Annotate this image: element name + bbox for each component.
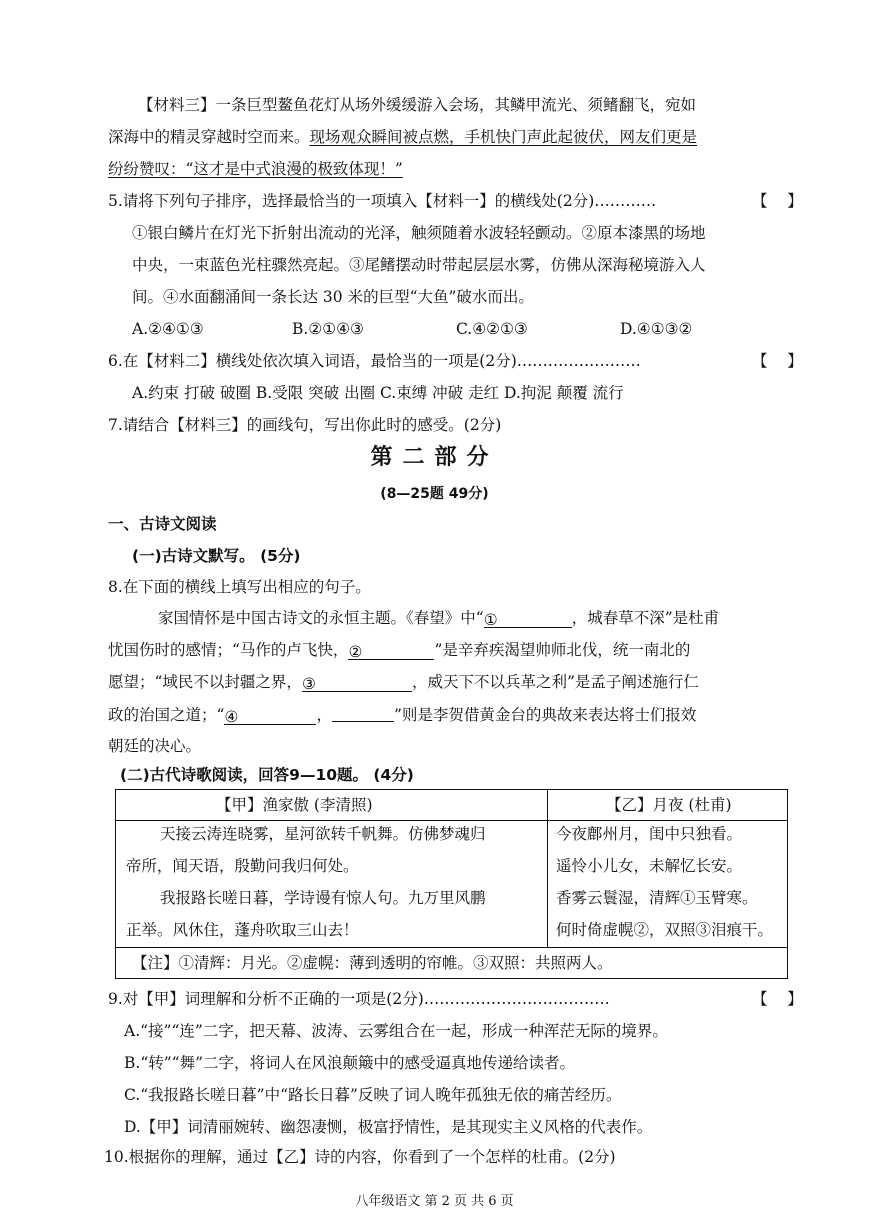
q5-option-b[interactable]: B.②①④③ [292,320,364,338]
q8-para-line4 [108,703,696,726]
material3-line2-plain: 深海中的精灵穿越时空而来。 [108,128,310,146]
q5-sentence-line3: 间。④水面翻涌间一条长达 30 米的巨型“大鱼”破水而出。 [132,288,534,306]
q8-para-line2 [108,639,690,661]
q6-options[interactable]: A.约束 打破 破圈 B.受限 突破 出圈 C.束缚 冲破 走红 D.拘泥 颠覆 流行 [132,384,624,402]
material3-line2 [108,126,697,148]
q8-text-4a: 政的治国之道；“ [108,706,225,724]
q9-answer-bracket[interactable]: 【 】 [752,990,803,1008]
q7-stem: 7.请结合【材料三】的画线句，写出你此时的感受。(2分) [108,416,502,434]
sub1-title: (一)古诗文默写。 (5分) [132,547,301,565]
poem-table-column-divider [547,790,548,947]
q5-stem: 5.请将下列句子排序，选择最恰当的一项填入【材料一】的横线处(2分)………… [108,192,657,210]
poem-jia-line4: 正举。风休住，蓬舟吹取三山去！ [126,921,359,939]
q8-blank-4-number: ④ [224,708,239,726]
q8-para-line5: 朝廷的决心。 [108,737,202,755]
q8-blank-2-number: ② [348,643,363,661]
q9-option-c[interactable]: C.“我报路长嗟日暮”中“路长日暮”反映了词人晚年孤独无依的痛苦经历。 [124,1086,622,1104]
part2-title: 第二部分 [370,445,499,470]
q8-text-2a: 忧国伤时的感情；“马作的卢飞快， [108,641,349,659]
q10-stem: 10.根据你的理解，通过【乙】诗的内容，你看到了一个怎样的杜甫。(2分) [104,1148,616,1166]
poem-jia-line3: 我报路长嗟日暮，学诗谩有惊人句。九万里风鹏 [160,889,486,907]
q8-blank-3-number: ③ [301,675,316,693]
q9-option-a[interactable]: A.“接”“连”二字，把天幕、波涛、云雾组合在一起，形成一种浑茫无际的境界。 [124,1022,668,1040]
material3-underlined-sentence-part1: 现场观众瞬间被点燃，手机快门声此起彼伏，网友们更是 [309,128,698,146]
q8-para-line3 [108,671,699,693]
sub2-title: (二)古代诗歌阅读，回答9—10题。 (4分) [120,766,414,784]
poem-jia-line2: 帝所，闻天语，殷勤问我归何处。 [126,857,359,875]
q8-stem: 8.在下面的横线上填写出相应的句子。 [108,578,371,596]
poem-yi-title: 【乙】月夜 (杜甫) [606,796,732,814]
q5-option-a[interactable]: A.②④①③ [132,320,204,338]
q5-sentence-line2: 中央，一束蓝色光柱骤然亮起。③尾鳍摆动时带起层层水雾，仿佛从深海秘境游入人 [132,256,706,274]
q8-text-1a: 家国情怀是中国古诗文的永恒主题。《春望》中“ [158,609,484,627]
material3-line1: 【材料三】一条巨型鳌鱼花灯从场外缓缓游入会场，其鳞甲流光、须鳍翻飞，宛如 [138,96,697,114]
q8-blank-1[interactable] [484,609,572,628]
q8-text-4b: ”则是李贺借黄金台的典故来表达将士们报效 [393,706,697,724]
page-footer: 八年级语文 第 2 页 共 6 页 [355,1194,514,1209]
q5-option-d[interactable]: D.④①③② [620,320,693,338]
poem-note: 【注】①清辉：月光。②虚幌：薄到透明的帘帷。③双照：共照两人。 [132,954,613,972]
q8-text-2b: ”是辛弃疾渴望帅师北伐，统一南北的 [434,641,691,659]
q9-stem: 9.对【甲】词理解和分析不正确的一项是(2分)……………………………… [108,990,610,1008]
poem-jia-line1: 天接云涛连晓雾，星河欲转千帆舞。仿佛梦魂归 [160,825,486,843]
q8-para-line1 [158,607,719,629]
q8-text-1b: ，城春草不深”是杜甫 [571,609,720,627]
poem-jia-title: 【甲】渔家傲 (李清照) [216,796,373,814]
q8-text-4-comma: ， [316,706,332,724]
q5-option-c[interactable]: C.④②①③ [456,320,528,338]
q6-stem: 6.在【材料二】横线处依次填入词语，最恰当的一项是(2分)…………………… [108,352,641,370]
q6-answer-bracket[interactable]: 【 】 [752,352,803,370]
q8-text-3b: ，威天下不以兵革之利”是孟子阐述施行仁 [411,673,699,691]
section1-title: 一、古诗文阅读 [108,515,217,533]
q8-blank-1-number: ① [483,611,498,629]
q5-answer-bracket[interactable]: 【 】 [752,192,803,210]
poem-table-note-divider [116,947,787,948]
q9-option-b[interactable]: B.“转”“舞”二字，将词人在风浪颠簸中的感受逼真地传递给读者。 [124,1054,576,1072]
poem-table [115,789,788,979]
poem-table-header-divider [116,820,787,821]
poem-yi-line1: 今夜鄜州月，闺中只独看。 [556,825,743,843]
q8-blank-4b[interactable] [332,703,394,722]
material3-underlined-sentence-part2: 纷纷赞叹：“这才是中式浪漫的极致体现！” [108,160,403,178]
poem-yi-line2: 遥怜小儿女，未解忆长安。 [556,857,743,875]
q8-blank-2[interactable] [348,641,434,660]
poem-yi-line3: 香雾云鬟湿，清辉①玉臂寒。 [556,889,758,907]
q8-blank-3[interactable] [302,673,412,692]
part2-subtitle: (8—25题 49分) [380,486,489,502]
q8-text-3a: 愿望；“域民不以封疆之界， [108,673,302,691]
q8-blank-4a[interactable] [224,706,316,725]
q5-sentence-line1: ①银白鳞片在灯光下折射出流动的光泽，触须随着水波轻轻颤动。②原本漆黑的场地 [132,224,706,242]
q9-option-d[interactable]: D.【甲】词清丽婉转、幽怨凄恻，极富抒情性，是其现实主义风格的代表作。 [124,1118,653,1136]
poem-yi-line4: 何时倚虚幌②，双照③泪痕干。 [556,921,774,939]
